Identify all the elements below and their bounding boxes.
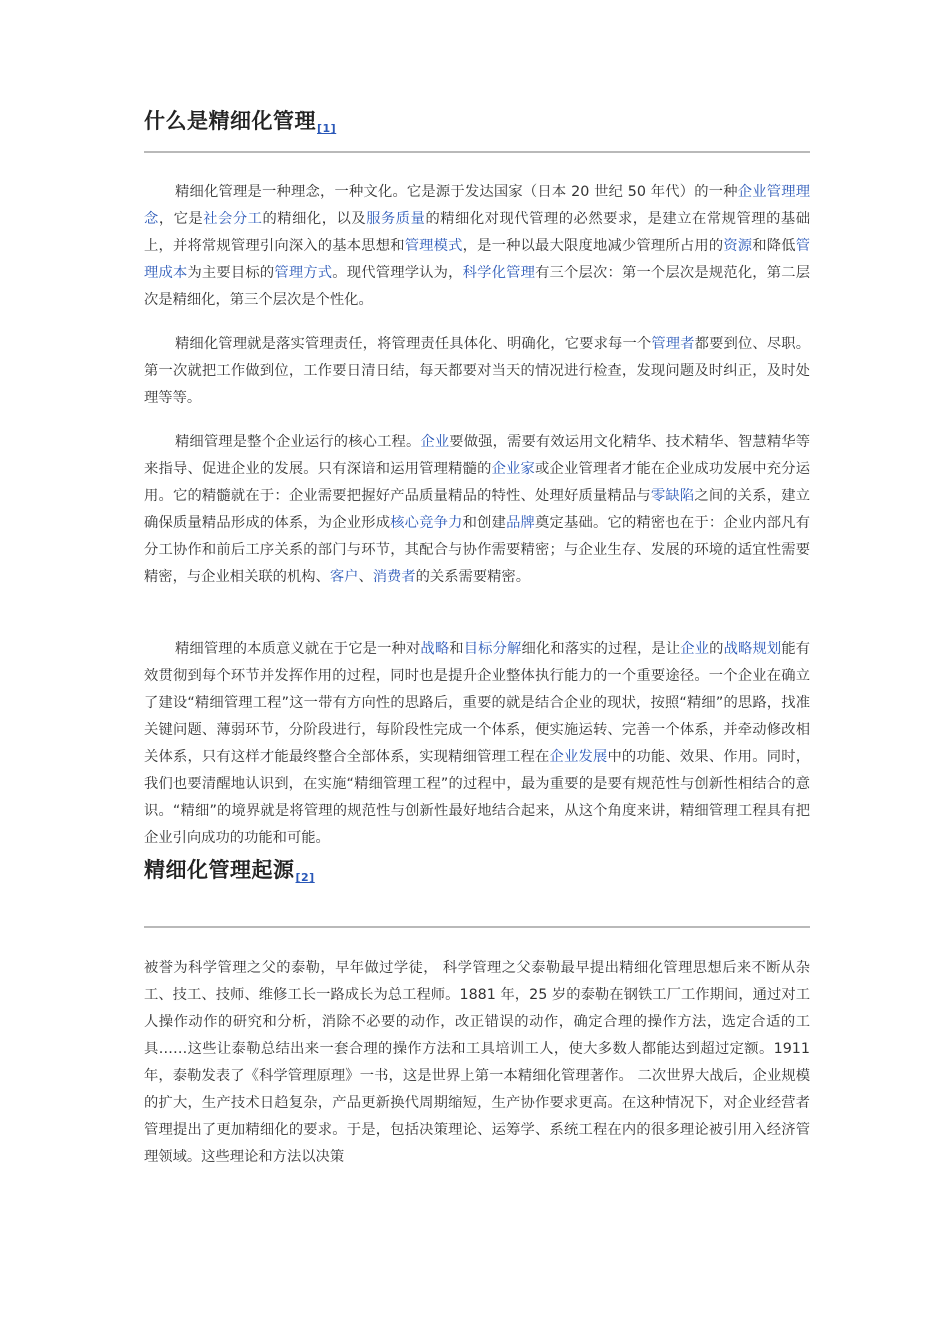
paragraph xyxy=(144,955,810,1171)
section-title: 什么是精细化管理 xyxy=(144,109,316,133)
section-heading-origin xyxy=(144,855,315,893)
term-link[interactable]: 目标分解 xyxy=(463,641,522,657)
paragraph-text: 的精细化，以及 xyxy=(262,211,367,227)
term-link[interactable]: 管理成本 xyxy=(144,238,811,281)
paragraph-text: 精细化管理是一种理念，一种文化。它是源于发达国家（日本 20 世纪 50 年代）的一种 xyxy=(175,184,738,200)
term-link[interactable]: 战略 xyxy=(420,641,450,657)
reference-link[interactable]: [1] xyxy=(317,122,337,135)
term-link[interactable]: 品牌 xyxy=(506,515,536,531)
paragraph-text: ，是一种以最大限度地减少管理所占用的 xyxy=(462,238,724,254)
paragraph-text: 精细化管理就是落实管理责任，将管理责任具体化、明确化，它要求每一个 xyxy=(175,336,652,352)
term-link[interactable]: 核心竞争力 xyxy=(390,515,463,531)
paragraph-text: 或企业管理者才能在企业成功发展中充分运用。它的精髓就在于：企业需要把握好产品质量精品的特性、处理好质量精品与 xyxy=(144,461,811,504)
paragraph-text: 都要到位、尽职。第一次就把工作做到位，工作要日清日结，每天都要对当天的情况进行检查，发现问题及时纠正，及时处理等等。 xyxy=(144,336,811,406)
paragraph-text: 有三个层次：第一个层次是规范化，第二层次是精细化，第三个层次是个性化。 xyxy=(144,265,811,308)
paragraph xyxy=(144,636,810,852)
paragraph-text: 为主要目标的 xyxy=(187,265,275,281)
paragraph-text: 细化和落实的过程，是让 xyxy=(521,641,681,657)
term-link[interactable]: 战略规划 xyxy=(723,641,782,657)
term-link[interactable]: 零缺陷 xyxy=(650,488,695,504)
term-link[interactable]: 社会分工 xyxy=(203,211,263,227)
paragraph-text: 和 xyxy=(449,641,464,657)
paragraph-text: 。现代管理学认为， xyxy=(332,265,463,281)
term-link[interactable]: 客户 xyxy=(329,569,359,585)
section-divider xyxy=(144,151,810,153)
paragraph-text: 奠定基础。它的精密也在于：企业内部凡有分工协作和前后工序关系的部门与环节，其配合与协作需要精密；与企业生存、发展的环境的适宜性需要精密，与企业相关联的机构、 xyxy=(144,515,811,585)
reference-link[interactable]: [2] xyxy=(295,871,315,884)
paragraph-text: 和创建 xyxy=(462,515,507,531)
paragraph-text: 精细管理的本质意义就在于它是一种对 xyxy=(175,641,421,657)
paragraph-text: 的 xyxy=(709,641,724,657)
term-link[interactable]: 管理方式 xyxy=(274,265,333,281)
paragraph-text: 能有效贯彻到每个环节并发挥作用的过程，同时也是提升企业整体执行能力的一个重要途径。一个企业在确立了建设“精细管理工程”这一带有方向性的思路后，重要的就是结合企业的现状，按照“精细”的思路，找准关键问题、薄弱环节，分阶段进行，每阶段性完成一个体系，便实施运转、完善一个体系，并牵动修改相关体系，只有这样才能最终整合全部体系，实现精细管理工程在 xyxy=(144,641,811,765)
term-link[interactable]: 消费者 xyxy=(372,569,416,585)
term-link[interactable]: 企业 xyxy=(680,641,710,657)
section-heading-what-is xyxy=(144,106,336,144)
paragraph-text: 的关系需要精密。 xyxy=(415,569,531,585)
term-link[interactable]: 企业发展 xyxy=(549,749,608,765)
term-link[interactable]: 管理模式 xyxy=(404,238,463,254)
term-link[interactable]: 资源 xyxy=(723,238,753,254)
paragraph-text: 之间的关系，建立确保质量精品形成的体系，为企业形成 xyxy=(144,488,811,531)
section-divider xyxy=(144,926,810,928)
paragraph-text: 的精细化对现代管理的必然要求，是建立在常规管理的基础上，并将常规管理引向深入的基本思想和 xyxy=(144,211,811,254)
paragraph-text: 精细管理是整个企业运行的核心工程。 xyxy=(175,434,421,450)
paragraph-text: ，它是 xyxy=(158,211,204,227)
paragraph-text: 中的功能、效果、作用。同时，我们也要清醒地认识到，在实施“精细管理工程”的过程中，最为重要的是要有规范性与创新性相结合的意识。“精细”的境界就是将管理的规范性与创新性最好地结合起来，从这个角度来讲，精细管理工程具有把企业引向成功的功能和可能。 xyxy=(144,749,811,846)
term-link[interactable]: 企业家 xyxy=(491,461,536,477)
term-link[interactable]: 企业管理理念 xyxy=(144,184,810,227)
paragraph-text: 被誉为科学管理之父的泰勒，早年做过学徒， 科学管理之父泰勒最早提出精细化管理思想后来不断从杂工、技工、技师、维修工长一路成长为总工程师。1881 年，25 岁的泰勒在钢铁工厂工作期间，通过对工人操作动作的研究和分析，消除不必要的动作，改正错误的动作，确定合理的操作方法，选定合适的工具……这些让泰勒总结出来一套合理的操作方法和工具培训工人，使大多数人都能达到超过定额。1911 年，泰勒发表了《科学管理原理》一书，这是世界上第一本精细化管理著作。 二次世界大战后，企业规模的扩大，生产技术日趋复杂，产品更新换代周期缩短，生产协作要求更高。在这种情况下，对企业经营者管理提出了更加精细化的要求。于是，包括决策理论、运筹学、系统工程在内的很多理论被引用入经济管理领域。这些理论和方法以决策 xyxy=(144,960,810,1165)
term-link[interactable]: 管理者 xyxy=(651,336,695,352)
paragraph-text: 要做强，需要有效运用文化精华、技术精华、智慧精华等来指导、促进企业的发展。只有深谙和运用管理精髓的 xyxy=(144,434,811,477)
paragraph-text: 和降低 xyxy=(752,238,796,254)
paragraph xyxy=(144,331,810,412)
term-link[interactable]: 服务质量 xyxy=(366,211,426,227)
term-link[interactable]: 企业 xyxy=(420,434,450,450)
paragraph xyxy=(144,429,810,591)
paragraph xyxy=(144,179,810,314)
term-link[interactable]: 科学化管理 xyxy=(462,265,536,281)
paragraph-text: 、 xyxy=(358,569,373,585)
section-title: 精细化管理起源 xyxy=(144,858,295,882)
